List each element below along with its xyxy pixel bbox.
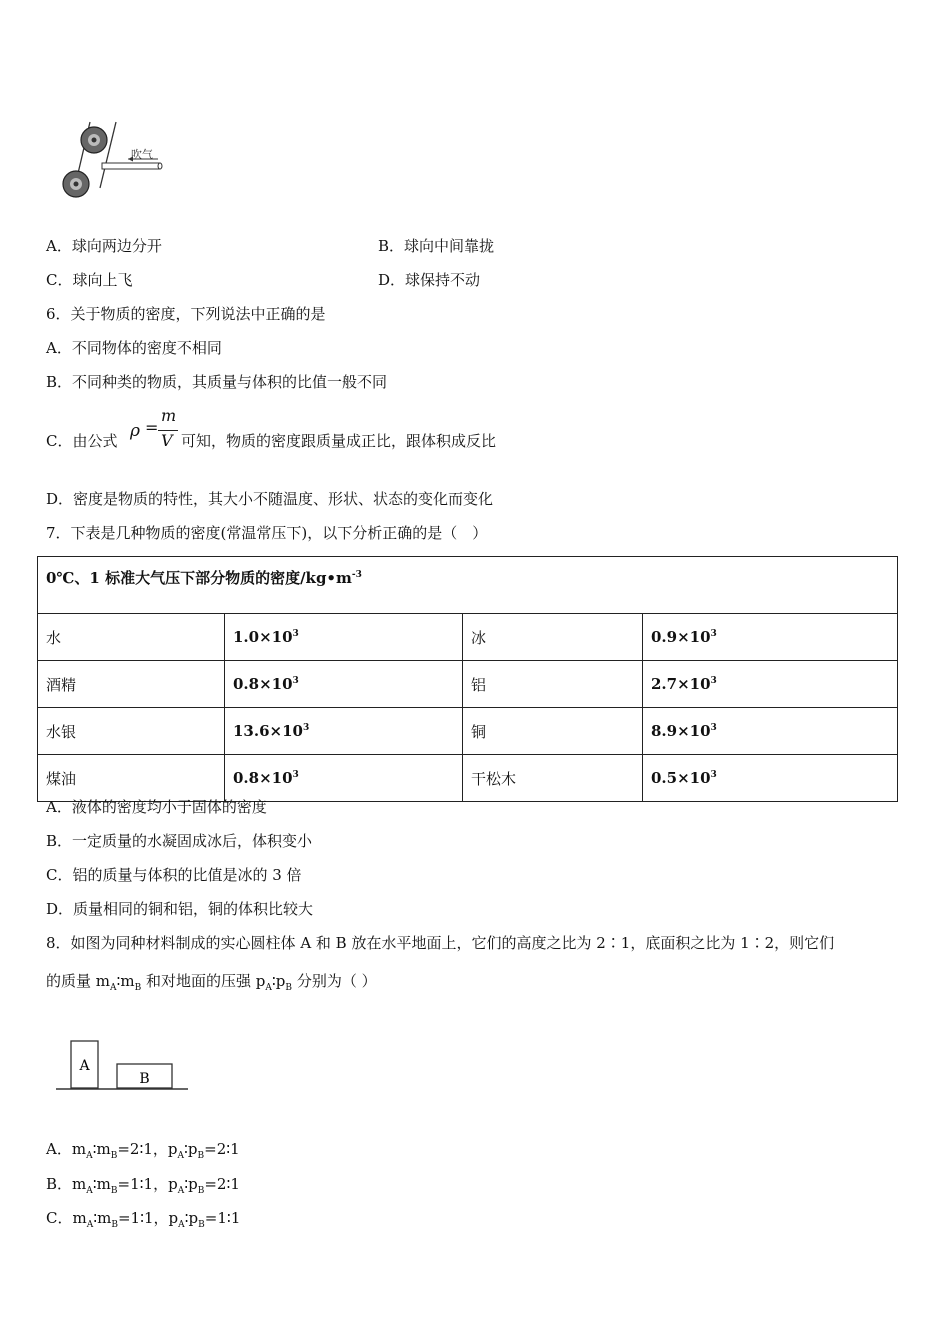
q7-option-c[interactable]: C．铝的质量与体积的比值是冰的 3 倍	[46, 866, 302, 884]
formula-equals: =	[145, 418, 159, 437]
density-value: $0.5\times 10^3$	[643, 755, 898, 802]
substance-name: 水	[38, 614, 225, 661]
cylinders-figure	[54, 1036, 190, 1096]
q8-option-a[interactable]: A．$m_A∶m_B=2∶1$，$p_A∶p_B=2∶1$	[46, 1140, 240, 1161]
formula-numerator-m: m	[161, 406, 177, 425]
formula-denominator-v: V	[161, 431, 173, 450]
q6-option-a[interactable]: A．不同物体的密度不相同	[46, 339, 222, 357]
q6-option-c-prefix: C．由公式	[46, 432, 118, 450]
substance-name: 冰	[463, 614, 643, 661]
q8-option-b[interactable]: B．$m_A∶m_B=1∶1$，$p_A∶p_B=2∶1$	[46, 1175, 240, 1196]
q6-option-d[interactable]: D．密度是物质的特性，其大小不随温度、形状、状态的变化而变化	[46, 490, 494, 508]
q6-option-c-suffix: 可知，物质的密度跟质量成正比，跟体积成反比	[181, 432, 497, 450]
cylinder-a-label: A	[79, 1058, 90, 1074]
density-value: $13.6\times 10^3$	[225, 708, 463, 755]
table-row	[38, 661, 898, 708]
density-value: $1.0\times 10^3$	[225, 614, 463, 661]
density-value: $2.7\times 10^3$	[643, 661, 898, 708]
substance-name: 水银	[38, 708, 225, 755]
table-row	[38, 614, 898, 661]
q8-stem-line2: 的质量 $m_A∶m_B$ 和对地面的压强 $p_A∶p_B$ 分别为（ ）	[46, 972, 377, 993]
table-row	[38, 708, 898, 755]
table-row	[38, 755, 898, 802]
q8-option-c[interactable]: C．$m_A∶m_B=1∶1$，$p_A∶p_B=1∶1$	[46, 1209, 241, 1230]
substance-name: 铝	[463, 661, 643, 708]
cylinder-b-label: B	[139, 1071, 150, 1087]
q5-option-a[interactable]: A．球向两边分开	[46, 237, 162, 255]
q6-option-c[interactable]	[46, 431, 117, 451]
q7-option-b[interactable]: B．一定质量的水凝固成冰后，体积变小	[46, 832, 313, 850]
q5-option-d[interactable]: D．球保持不动	[378, 271, 481, 289]
table-title-row	[38, 557, 898, 614]
substance-name: 铜	[463, 708, 643, 755]
q5-option-c[interactable]: C．球向上飞	[46, 271, 133, 289]
two-balls-figure	[56, 118, 176, 208]
density-value: $0.8\times 10^3$	[225, 661, 463, 708]
q7-option-d[interactable]: D．质量相同的铜和铝，铜的体积比较大	[46, 900, 314, 918]
q7-option-a[interactable]: A．液体的密度均小于固体的密度	[46, 798, 267, 816]
substance-name: 酒精	[38, 661, 225, 708]
blow-label: 吹气	[131, 148, 153, 161]
q5-option-b[interactable]: B．球向中间靠拢	[378, 237, 495, 255]
table-title: 0℃、1 标准大气压下部分物质的密度$/kg•m^{-3}$	[38, 557, 898, 614]
q8-stem-line1: 8．如图为同种材料制成的实心圆柱体 A 和 B 放在水平地面上，它们的高度之比为 2∶1，底面积之比为 1∶2，则它们	[46, 934, 835, 952]
density-table	[37, 556, 898, 802]
q6-stem: 6．关于物质的密度，下列说法中正确的是	[46, 305, 326, 323]
q7-stem: 7．下表是几种物质的密度(常温常压下)，以下分析正确的是（ ）	[46, 524, 488, 542]
density-value: $0.9\times 10^3$	[643, 614, 898, 661]
q6-option-b[interactable]: B．不同种类的物质，其质量与体积的比值一般不同	[46, 373, 388, 391]
substance-name: 干松木	[463, 755, 643, 802]
density-value: $8.9\times 10^3$	[643, 708, 898, 755]
formula-rho: ρ	[130, 421, 140, 441]
density-value: $0.8\times 10^3$	[225, 755, 463, 802]
substance-name: 煤油	[38, 755, 225, 802]
